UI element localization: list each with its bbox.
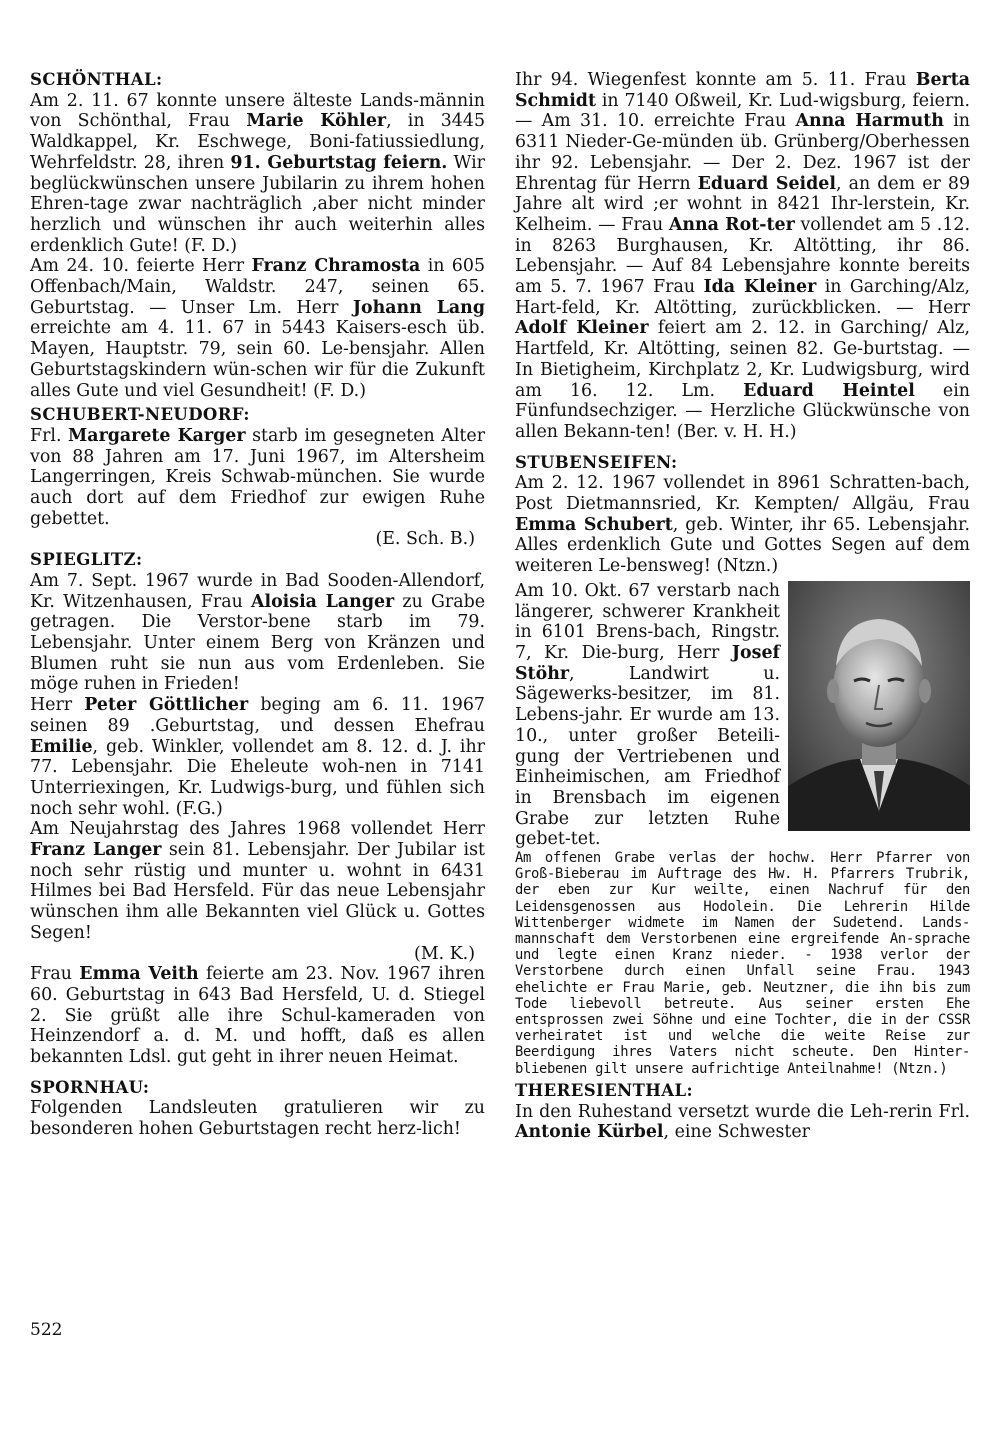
paragraph: Folgenden Landsleuten gratulieren wir zu besonderen hohen Geburtstagen recht herz-lich! (30, 1098, 485, 1140)
section-heading-schubert-neudorf: SCHUBERT-NEUDORF: (30, 405, 250, 425)
left-column (30, 70, 485, 1140)
paragraph: Frl. Margarete Karger starb im gesegneten Alter von 88 Jahren am 17. Juni 1967, im Altersheim Langerringen, Kreis Schwab-münchen. Sie wurde auch dort auf dem Friedhof zur ewigen Ruhe gebettet. (30, 425, 486, 529)
author-signature: (E. Sch. B.) (375, 529, 475, 550)
section-heading-spornhau: SPORNHAU: (30, 1077, 150, 1097)
portrait-photo (788, 581, 970, 831)
paragraph: Am 7. Sept. 1967 wurde in Bad Sooden-Allendorf, Kr. Witzenhausen, Frau Aloisia Langer zu Grabe getragen. Die Verstor-bene starb im 79. Lebensjahr. Unter einem Berg von Kränzen und Blumen ruht sie nun aus vom Erdenleben. Sie möge ruhen in Frieden! (30, 570, 485, 695)
portrait-image (788, 581, 970, 831)
right-column (515, 70, 970, 1143)
obituary-fine-print: Am offenen Grabe verlas der hochw. Herr Pfarrer von Groß-Bieberau im Auftrage des Hw. H. Pfarrers Trubrik, der eben zur Kur weilte, einen Nachruf für den Leidensgenossen aus Hodolein. Die Lehrerin Hilde Wittenberger widmete im Namen der Sudetend. Lands-mannschaft dem Verstorbenen eine ergreifende An-sprache und legte einen Kranz nieder. - 1938 verlor der Verstorbene durch einen Unfall seine Frau. 1943 ehelichte er Frau Marie, geb. Neutzner, die ihn bis zum Tode liebevoll betreute. Aus seiner ersten Ehe entsprossen zwei Söhne und eine Tochter, die in der CSSR verheiratet ist und welche die weite Reise zur Beerdigung ihres Vaters nicht scheute. Den Hinter-bliebenen gilt unsere aufrichtige Anteilnahme! (Ntzn.) (515, 850, 970, 1077)
paragraph: Ihr 94. Wiegenfest konnte am 5. 11. Frau Berta Schmidt in 7140 Oßweil, Kr. Lud-wigsburg, feiern. — Am 31. 10. erreichte Frau Anna Harmuth in 6311 Nieder-Ge-münden üb. Grünberg/Oberhessen ihr 92. Lebensjahr. — Der 2. Dez. 1967 ist der Ehrentag für Herrn Eduard Seidel, an dem er 89 Jahre alt wird ;er wohnt in 8421 Ihr-lerstein, Kr. Kelheim. — Frau Anna Rot-ter vollendet am 5 .12. in 8263 Burghausen, Kr. Altötting, ihr 86. Lebensjahr. — Auf 84 Lebensjahre konnte bereits am 5. 7. 1967 Frau Ida Kleiner in Garching/Alz, Hart-feld, Kr. Altötting, zurückblicken. — Herr Adolf Kleiner feiert am 2. 12. in Garching/ Alz, Hartfeld, Kr. Altötting, seinen 82. Ge-burtstag. — In Bietigheim, Kirchplatz 2, Kr. Ludwigsburg, wird am 16. 12. Lm. Eduard Heintel ein Fünfundsechziger. — Herzliche Glückwünsche von allen Bekann-ten! (Ber. v. H. H.) (515, 70, 971, 442)
paragraph: In den Ruhestand versetzt wurde die Leh-rerin Frl. Antonie Kürbel, eine Schwester (515, 1101, 970, 1143)
page-number: 522 (30, 1320, 63, 1340)
paragraph: Am 2. 11. 67 konnte unsere älteste Lands-männin von Schönthal, Frau Marie Köhler, in 3445 Waldkappel, Kr. Eschwege, Boni-fatiussiedlung, Wehrfeldstr. 28, ihren 91. Geburtstag feiern. Wir beglückwünschen unsere Jubilarin zu ihrem hohen Ehren-tage zwar nachträglich ,aber nicht minder herzlich und wünschen ihr auch weiterhin alles erdenklich Gute! (F. D.) (30, 90, 486, 256)
paragraph: Frau Emma Veith feierte am 23. Nov. 1967 ihren 60. Geburtstag in 643 Bad Hersfeld, U. d. Stiegel 2. Sie grüßt alle ihre Schul-kameraden von Heinzendorf a. d. M. und hofft, daß es allen bekannten Ldsl. gut geht in ihrer neuen Heimat. (30, 964, 485, 1068)
section-heading-stubenseifen: STUBENSEIFEN: (515, 452, 678, 472)
section-heading-spieglitz: SPIEGLITZ: (30, 550, 143, 570)
paragraph: Am Neujahrstag des Jahres 1968 vollendet Herr Franz Langer sein 81. Lebensjahr. Der Jubilar ist noch sehr rüstig und munter u. wohnt in 6431 Hilmes bei Bad Hersfeld. Für das neue Lebensjahr wünschen ihm alle Bekannten viel Glück u. Gottes Segen! (30, 819, 486, 943)
paragraph: Am 24. 10. feierte Herr Franz Chramosta in 605 Offenbach/Main, Waldstr. 247, seinen 65. Geburtstag. — Unser Lm. Herr Johann Lang erreichte am 4. 11. 67 in 5443 Kaisers-esch üb. Mayen, Hauptstr. 79, sein 60. Le-bensjahr. Allen Geburtstagskindern wün-schen wir für die Zukunft alles Gute und viel Gesundheit! (F. D.) (30, 256, 486, 401)
paragraph: Am 2. 12. 1967 vollendet in 8961 Schratten-bach, Post Dietmannsried, Kr. Kempten/ Allgäu, Frau Emma Schubert, geb. Winter, ihr 65. Lebensjahr. Alles erdenklich Gute und Gottes Segen auf dem weiteren Le-bensweg! (Ntzn.) (515, 473, 970, 577)
section-heading-schoenthal: SCHÖNTHAL: (30, 70, 163, 89)
paragraph: Am 10. Okt. 67 verstarb nach längerer, schwerer Krankheit in 6101 Brens-bach, Ringstr. 7, Kr. Die-burg, Herr Josef Stöhr, Landwirt u. Sägewerks-besitzer, im 81. Lebens-jahr. Er wurde am 13. 10., unter großer Beteili-gung der Vertriebenen und Einheimischen, am Friedhof in Brensbach im eigenen Grabe zur letzten Ruhe gebet-tet. (515, 580, 780, 850)
obituary-block (515, 581, 970, 850)
paragraph: Herr Peter Göttlicher beging am 6. 11. 1967 seinen 89 .Geburtstag, und dessen Ehefrau Emilie, geb. Winkler, vollendet am 8. 12. d. J. ihr 77. Lebensjahr. Die Eheleute woh-nen in 7141 Unterriexingen, Kr. Ludwigs-burg, und fühlen sich noch sehr wohl. (F.G.) (30, 695, 485, 819)
author-signature: (M. K.) (414, 943, 475, 964)
section-heading-theresienthal: THERESIENTHAL: (515, 1080, 693, 1100)
